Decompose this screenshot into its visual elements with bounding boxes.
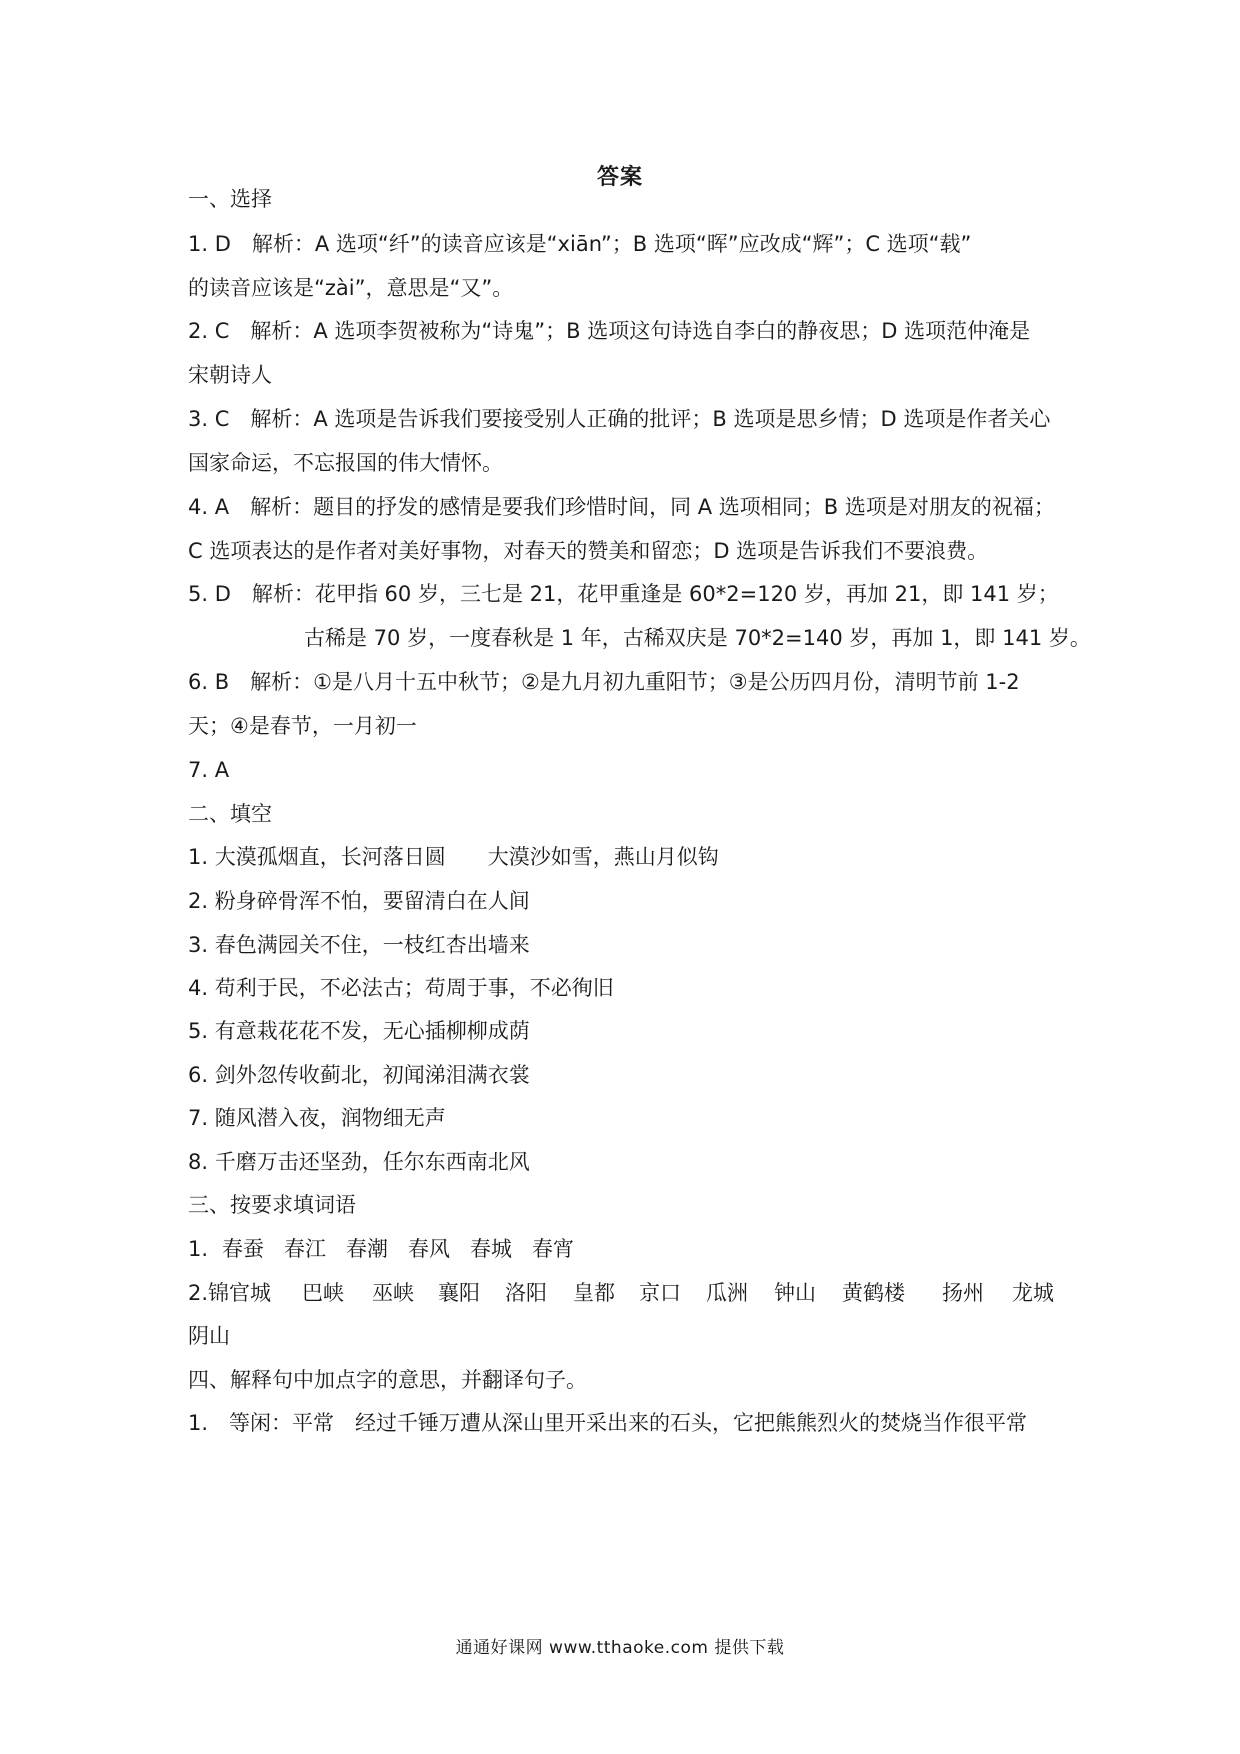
answer-3-line-2: 国家命运，不忘报国的伟大情怀。	[188, 451, 503, 475]
word-item: 春风	[408, 1237, 450, 1261]
word-item: 巫峡	[372, 1281, 414, 1305]
section-heading-explain: 四、解释句中加点字的意思，并翻译句子。	[188, 1368, 587, 1392]
word-item: 春蚕	[222, 1237, 264, 1261]
page-footer: 通通好课网 www.tthaoke.com 提供下载	[455, 1638, 785, 1658]
word-item: 皇都	[573, 1281, 615, 1305]
answer-1-line-1: 1. D 解析：A 选项“纤”的读音应该是“xiān”；B 选项“晖”应改成“辉”；C 选项“载”	[188, 232, 972, 256]
answer-3-line-1: 3. C 解析：A 选项是告诉我们要接受别人正确的批评；B 选项是思乡情；D 选项是作者关心	[188, 407, 1051, 431]
word-item: 黄鹤楼	[842, 1281, 905, 1305]
fill-answer-3: 3. 春色满园关不住，一枝红杏出墙来	[188, 933, 530, 957]
fill-answer-2: 2. 粉身碎骨浑不怕，要留清白在人间	[188, 889, 530, 913]
page-title: 答案	[596, 165, 643, 190]
word-item: 洛阳	[505, 1281, 547, 1305]
words-row-2-continued: 阴山	[188, 1324, 230, 1348]
answer-1-line-2: 的读音应该是“zài”，意思是“又”。	[188, 276, 514, 300]
word-item: 春江	[284, 1237, 326, 1261]
answer-2-line-2: 宋朝诗人	[188, 363, 272, 387]
word-item: 春宵	[532, 1237, 574, 1261]
word-item: 龙城	[1012, 1281, 1054, 1305]
word-item: 襄阳	[438, 1281, 480, 1305]
words-row-2-number: 2.	[188, 1281, 209, 1305]
word-item: 扬州	[942, 1281, 984, 1305]
answer-5-line-2: 古稀是 70 岁，一度春秋是 1 年，古稀双庆是 70*2=140 岁，再加 1，即 141 岁。	[304, 626, 1091, 650]
word-item: 京口	[639, 1281, 681, 1305]
word-item: 春城	[470, 1237, 512, 1261]
section-heading-words: 三、按要求填词语	[188, 1193, 356, 1217]
answer-5-line-1: 5. D 解析：花甲指 60 岁，三七是 21，花甲重逢是 60*2=120 岁，再加 21，即 141 岁；	[188, 582, 1059, 606]
fill-answer-6: 6. 剑外忽传收蓟北，初闻涕泪满衣裳	[188, 1063, 530, 1087]
answer-2-line-1: 2. C 解析：A 选项李贺被称为“诗鬼”；B 选项这句诗选自李白的静夜思；D 选项范仲淹是	[188, 319, 1031, 343]
section-heading-choice: 一、选择	[188, 187, 272, 211]
fill-answer-4: 4. 苟利于民，不必法古；苟周于事，不必徇旧	[188, 976, 614, 1000]
word-item: 钟山	[774, 1281, 816, 1305]
word-item: 瓜洲	[706, 1281, 748, 1305]
answer-4-line-1: 4. A 解析：题目的抒发的感情是要我们珍惜时间，同 A 选项相同；B 选项是对朋友的祝福；	[188, 495, 1055, 519]
answer-6-line-1: 6. B 解析：①是八月十五中秋节；②是九月初九重阳节；③是公历四月份，清明节前 1-2	[188, 670, 1020, 694]
explain-answer-1-line-1: 1. 等闲：平常 经过千锤万遭从深山里开采出来的石头，它把熊熊烈火的焚烧当作很平常	[188, 1411, 1028, 1435]
fill-answer-1: 1. 大漠孤烟直，长河落日圆 大漠沙如雪，燕山月似钩	[188, 845, 719, 869]
answer-7: 7. A	[188, 758, 230, 782]
answer-6-line-2: 天；④是春节，一月初一	[188, 714, 417, 738]
word-item: 春潮	[346, 1237, 388, 1261]
word-item: 巴峡	[302, 1281, 344, 1305]
fill-answer-5: 5. 有意栽花花不发，无心插柳柳成荫	[188, 1019, 530, 1043]
section-heading-fill: 二、填空	[188, 802, 272, 826]
words-row-1-number: 1.	[188, 1237, 209, 1261]
fill-answer-7: 7. 随风潜入夜，润物细无声	[188, 1106, 446, 1130]
fill-answer-8: 8. 千磨万击还坚劲，任尔东西南北风	[188, 1150, 530, 1174]
word-item: 锦官城	[208, 1281, 271, 1305]
answer-4-line-2: C 选项表达的是作者对美好事物，对春天的赞美和留恋；D 选项是告诉我们不要浪费。	[188, 539, 989, 563]
